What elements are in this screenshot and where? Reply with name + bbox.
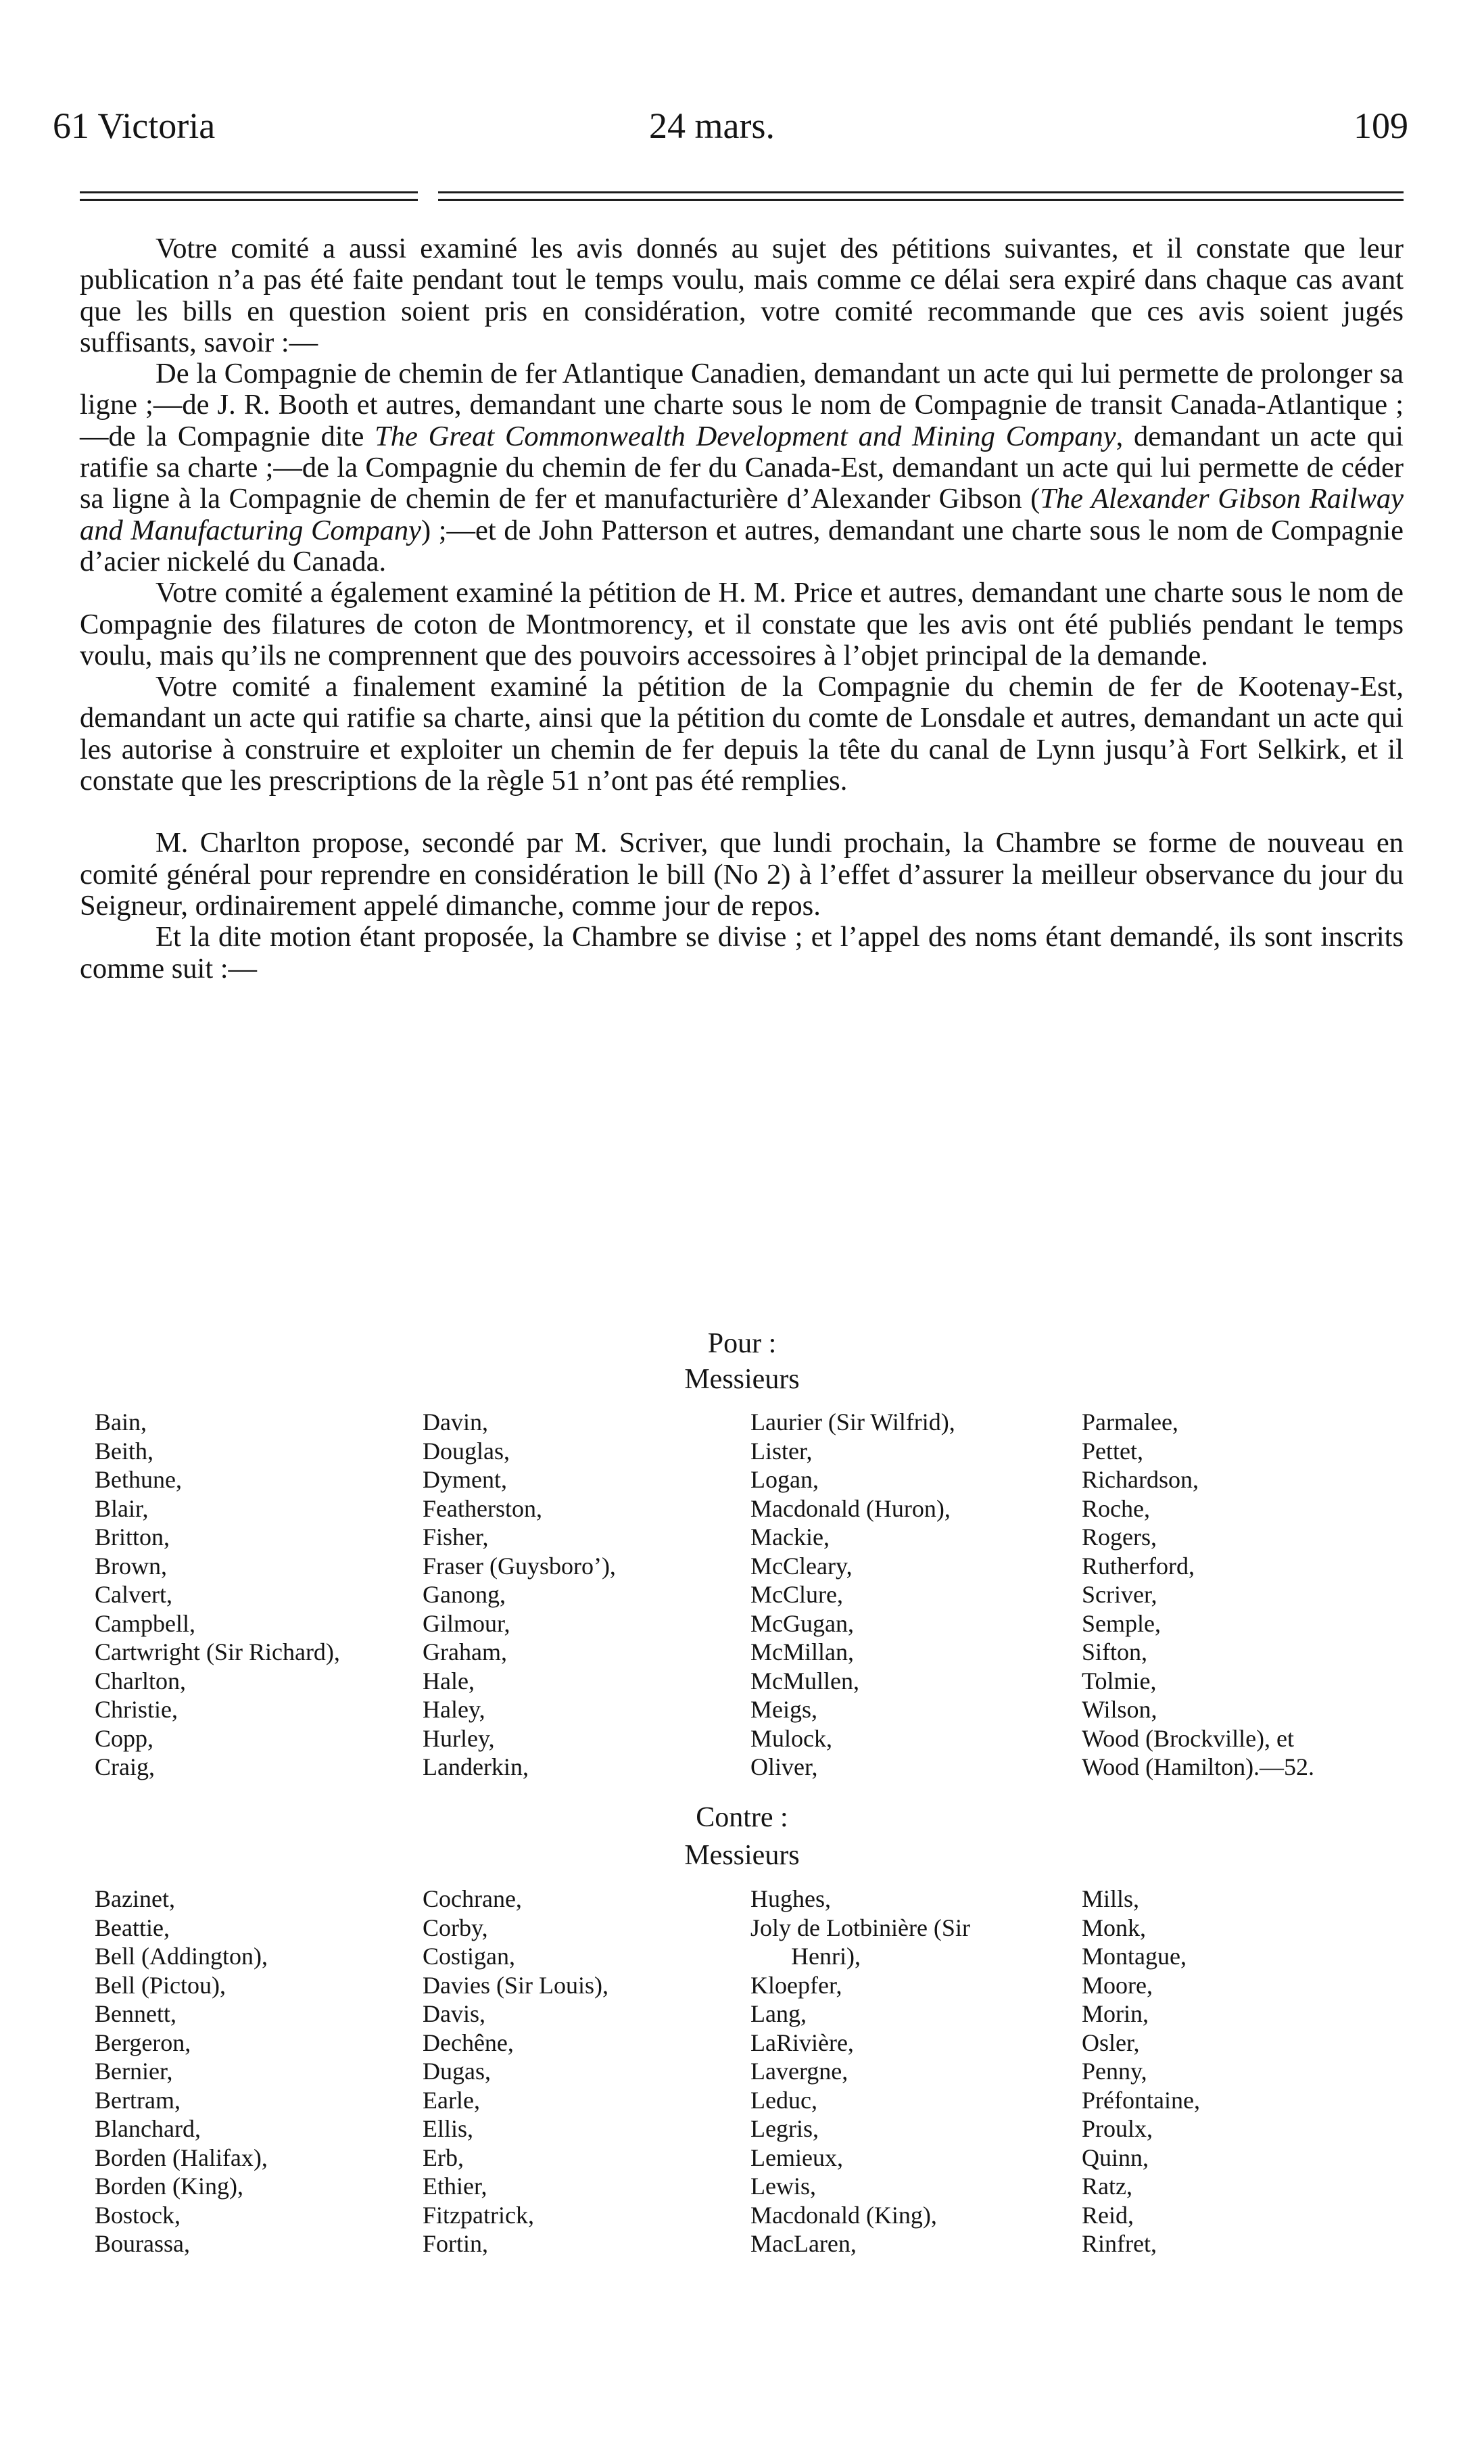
member-name: Ellis,	[423, 2115, 474, 2142]
contre-column-4	[1082, 1885, 1200, 2258]
member-name: Sifton,	[1082, 1638, 1148, 1665]
member-name: Morin,	[1082, 2000, 1149, 2027]
member-name: Bell (Addington),	[95, 1943, 268, 1970]
session-label: 61 Victoria	[53, 105, 216, 146]
member-name: McMillan,	[750, 1638, 854, 1665]
member-name: Gilmour,	[423, 1609, 510, 1637]
member-name: Oliver,	[750, 1753, 818, 1780]
member-name: Richardson,	[1082, 1466, 1199, 1493]
member-name: Rogers,	[1082, 1523, 1157, 1550]
member-name: Craig,	[95, 1753, 155, 1780]
member-name: Fraser (Guysboro’),	[423, 1552, 616, 1580]
paragraph-division: Et la dite motion étant proposée, la Chambre se divise ; et l’appel des noms étant demandé, ils sont inscrits comme suit :—	[80, 921, 1404, 985]
member-name: Costigan,	[423, 1943, 516, 1970]
member-name: Pettet,	[1082, 1437, 1143, 1465]
member-name: Monk,	[1082, 1914, 1147, 1941]
member-name: Lemieux,	[750, 2143, 843, 2171]
member-name: Logan,	[750, 1466, 819, 1493]
member-name: Britton,	[95, 1523, 170, 1550]
member-name: Cartwright (Sir Richard),	[95, 1638, 340, 1665]
member-name: Erb,	[423, 2143, 464, 2171]
member-name: Charlton,	[95, 1667, 186, 1695]
member-name: Préfontaine,	[1082, 2086, 1200, 2114]
member-name: McCleary,	[750, 1552, 853, 1580]
member-name: Cochrane,	[423, 1885, 522, 1912]
pour-column-4	[1082, 1408, 1314, 1782]
member-name: Calvert,	[95, 1581, 172, 1608]
member-name: Fisher,	[423, 1523, 489, 1550]
member-name: Blanchard,	[95, 2115, 201, 2142]
member-name: Quinn,	[1082, 2143, 1149, 2171]
report-text	[80, 233, 1404, 985]
member-name: Macdonald (King),	[750, 2201, 937, 2229]
member-name: Mulock,	[750, 1724, 832, 1752]
member-name: Hale,	[423, 1667, 475, 1695]
member-name: Dechêne,	[423, 2029, 514, 2056]
member-name: Davies (Sir Louis),	[423, 1971, 608, 1999]
header-rule-right-bottom	[438, 199, 1404, 201]
page-header	[0, 105, 1484, 159]
member-name: Bell (Pictou),	[95, 1971, 226, 1999]
member-name: Bourassa,	[95, 2230, 190, 2257]
member-name: Lewis,	[750, 2173, 816, 2200]
member-name: Tolmie,	[1082, 1667, 1157, 1695]
member-name: Reid,	[1082, 2201, 1134, 2229]
member-name: Scriver,	[1082, 1581, 1157, 1608]
pour-column-3	[750, 1408, 955, 1782]
paragraph-kootenay-petition: Votre comité a finalement examiné la pétition de la Compagnie du chemin de fer de Kootenay-Est, demandant un acte qui ratifie sa charte, ainsi que la pétition du comte de Lonsdale et autres, demandant un acte qui les autorise à construire et exploiter un chemin de fer depuis la tête du canal de Lynn jusqu’à Fort Selkirk, et il constate que les prescriptions de la règle 51 n’ont pas été remplies.	[80, 671, 1404, 797]
member-name: Bazinet,	[95, 1885, 175, 1912]
member-name: Bernier,	[95, 2058, 173, 2085]
member-name: Semple,	[1082, 1609, 1161, 1637]
member-name: Bain,	[95, 1408, 147, 1436]
page-number: 109	[1354, 105, 1408, 146]
member-name: Roche,	[1082, 1494, 1150, 1522]
member-name: Featherston,	[423, 1494, 542, 1522]
member-name: Bertram,	[95, 2086, 181, 2114]
member-name: Douglas,	[423, 1437, 510, 1465]
header-rule-left-bottom	[80, 199, 418, 201]
paragraph-motion: M. Charlton propose, secondé par M. Scriver, que lundi prochain, la Chambre se forme de nouveau en comité général pour reprendre en considération le bill (No 2) à l’effet d’assurer la meilleur observance du jour du Seigneur, ordinairement appelé dimanche, comme jour de repos.	[80, 827, 1404, 922]
member-name: Dugas,	[423, 2058, 491, 2085]
member-name: Borden (King),	[95, 2173, 243, 2200]
company-name-italic: The Alexander Gibson Railway and Manufacturing Company	[80, 483, 1404, 546]
member-name: Campbell,	[95, 1609, 195, 1637]
member-name: Lister,	[750, 1437, 813, 1465]
member-name: Rinfret,	[1082, 2230, 1157, 2257]
member-name: McGugan,	[750, 1609, 854, 1637]
member-name: Fitzpatrick,	[423, 2201, 534, 2229]
member-name: Leduc,	[750, 2086, 817, 2114]
member-name: Legris,	[750, 2115, 819, 2142]
pour-heading: Pour :	[707, 1328, 777, 1359]
member-name: Bergeron,	[95, 2029, 191, 2056]
member-name: Henri),	[791, 1943, 861, 1970]
member-name: Rutherford,	[1082, 1552, 1195, 1580]
member-name: Beattie,	[95, 1914, 170, 1941]
member-name: Ratz,	[1082, 2173, 1132, 2200]
member-name: Fortin,	[423, 2230, 489, 2257]
member-name: Lang,	[750, 2000, 807, 2027]
pour-column-2	[423, 1408, 616, 1782]
member-name: Dyment,	[423, 1466, 507, 1493]
member-name: Beith,	[95, 1437, 153, 1465]
member-name: Laurier (Sir Wilfrid),	[750, 1408, 955, 1436]
member-name: Christie,	[95, 1696, 178, 1723]
member-name: Wood (Brockville), et	[1082, 1724, 1295, 1752]
contre-column-1	[95, 1885, 268, 2258]
member-name: Wilson,	[1082, 1696, 1157, 1723]
contre-column-2	[423, 1885, 608, 2258]
paragraph-price-petition: Votre comité a également examiné la pétition de H. M. Price et autres, demandant une charte sous le nom de Compagnie des filatures de coton de Montmorency, et il constate que les avis ont été publiés pendant le temps voulu, mais qu’ils ne comprennent que des pouvoirs accessoires à l’objet principal de la demande.	[80, 577, 1404, 671]
member-name: Ethier,	[423, 2173, 487, 2200]
member-name: Meigs,	[750, 1696, 817, 1723]
member-name: LaRivière,	[750, 2029, 854, 2056]
member-name: Bennett,	[95, 2000, 176, 2027]
member-name: Haley,	[423, 1696, 485, 1723]
member-name: Mills,	[1082, 1885, 1140, 1912]
member-name: Kloepfer,	[750, 1971, 842, 1999]
member-name: McMullen,	[750, 1667, 859, 1695]
pour-column-1	[95, 1408, 340, 1782]
member-name: Montague,	[1082, 1943, 1187, 1970]
member-name: MacLaren,	[750, 2230, 857, 2257]
member-name: Wood (Hamilton).—52.	[1082, 1753, 1315, 1780]
header-rule-left-top	[80, 191, 418, 193]
header-rule-right-top	[438, 191, 1404, 193]
member-name: Joly de Lotbinière (Sir	[750, 1914, 970, 1941]
member-name: Hurley,	[423, 1724, 495, 1752]
paragraph-notices: Votre comité a aussi examiné les avis donnés au sujet des pétitions suivantes, et il constate que leur publication n’a pas été faite pendant tout le temps voulu, mais comme ce délai sera expiré dans chaque cas avant que les bills en question soient pris en considération, votre comité recommande que ces avis soient jugés suffisants, savoir :—	[80, 233, 1404, 358]
member-name: Penny,	[1082, 2058, 1147, 2085]
member-name: Proulx,	[1082, 2115, 1153, 2142]
member-name: Earle,	[423, 2086, 480, 2114]
member-name: Brown,	[95, 1552, 167, 1580]
member-name: Blair,	[95, 1494, 149, 1522]
member-name: Hughes,	[750, 1885, 831, 1912]
contre-column-3	[750, 1885, 970, 2258]
member-name: Copp,	[95, 1724, 154, 1752]
member-name: Parmalee,	[1082, 1408, 1178, 1436]
member-name: Bostock,	[95, 2201, 181, 2229]
pour-subheading: Messieurs	[684, 1364, 800, 1395]
company-name-italic: The Great Commonwealth Development and Mining Company	[375, 420, 1116, 452]
member-name: Corby,	[423, 1914, 488, 1941]
member-name: Bethune,	[95, 1466, 182, 1493]
member-name: Mackie,	[750, 1523, 830, 1550]
member-name: Osler,	[1082, 2029, 1140, 2056]
member-name: Macdonald (Huron),	[750, 1494, 951, 1522]
member-name: Graham,	[423, 1638, 507, 1665]
page-date: 24 mars.	[649, 105, 775, 146]
paragraph-petitions: De la Compagnie de chemin de fer Atlantique Canadien, demandant un acte qui lui permette de prolonger sa ligne ;—de J. R. Booth et autres, demandant une charte sous le nom de Compagnie de transit Canada-Atlantique ;—de la Compagnie dite The Great Commonwealth Development and Mining Company, demandant un acte qui ratifie sa charte ;—de la Compagnie du chemin de fer du Canada-Est, demandant un acte qui lui permette de céder sa ligne à la Compagnie de chemin de fer et manufacturière d’Alexander Gibson (The Alexander Gibson Railway and Manufacturing Company) ;—et de John Patterson et autres, demandant une charte sous le nom de Compagnie d’acier nickelé du Canada.	[80, 358, 1404, 577]
member-name: McClure,	[750, 1581, 843, 1608]
contre-subheading: Messieurs	[684, 1840, 800, 1871]
member-name: Davis,	[423, 2000, 485, 2027]
contre-heading: Contre :	[696, 1802, 788, 1833]
member-name: Moore,	[1082, 1971, 1153, 1999]
member-name: Davin,	[423, 1408, 488, 1436]
member-name: Ganong,	[423, 1581, 506, 1608]
member-name: Lavergne,	[750, 2058, 848, 2085]
member-name: Landerkin,	[423, 1753, 529, 1780]
member-name: Borden (Halifax),	[95, 2143, 268, 2171]
